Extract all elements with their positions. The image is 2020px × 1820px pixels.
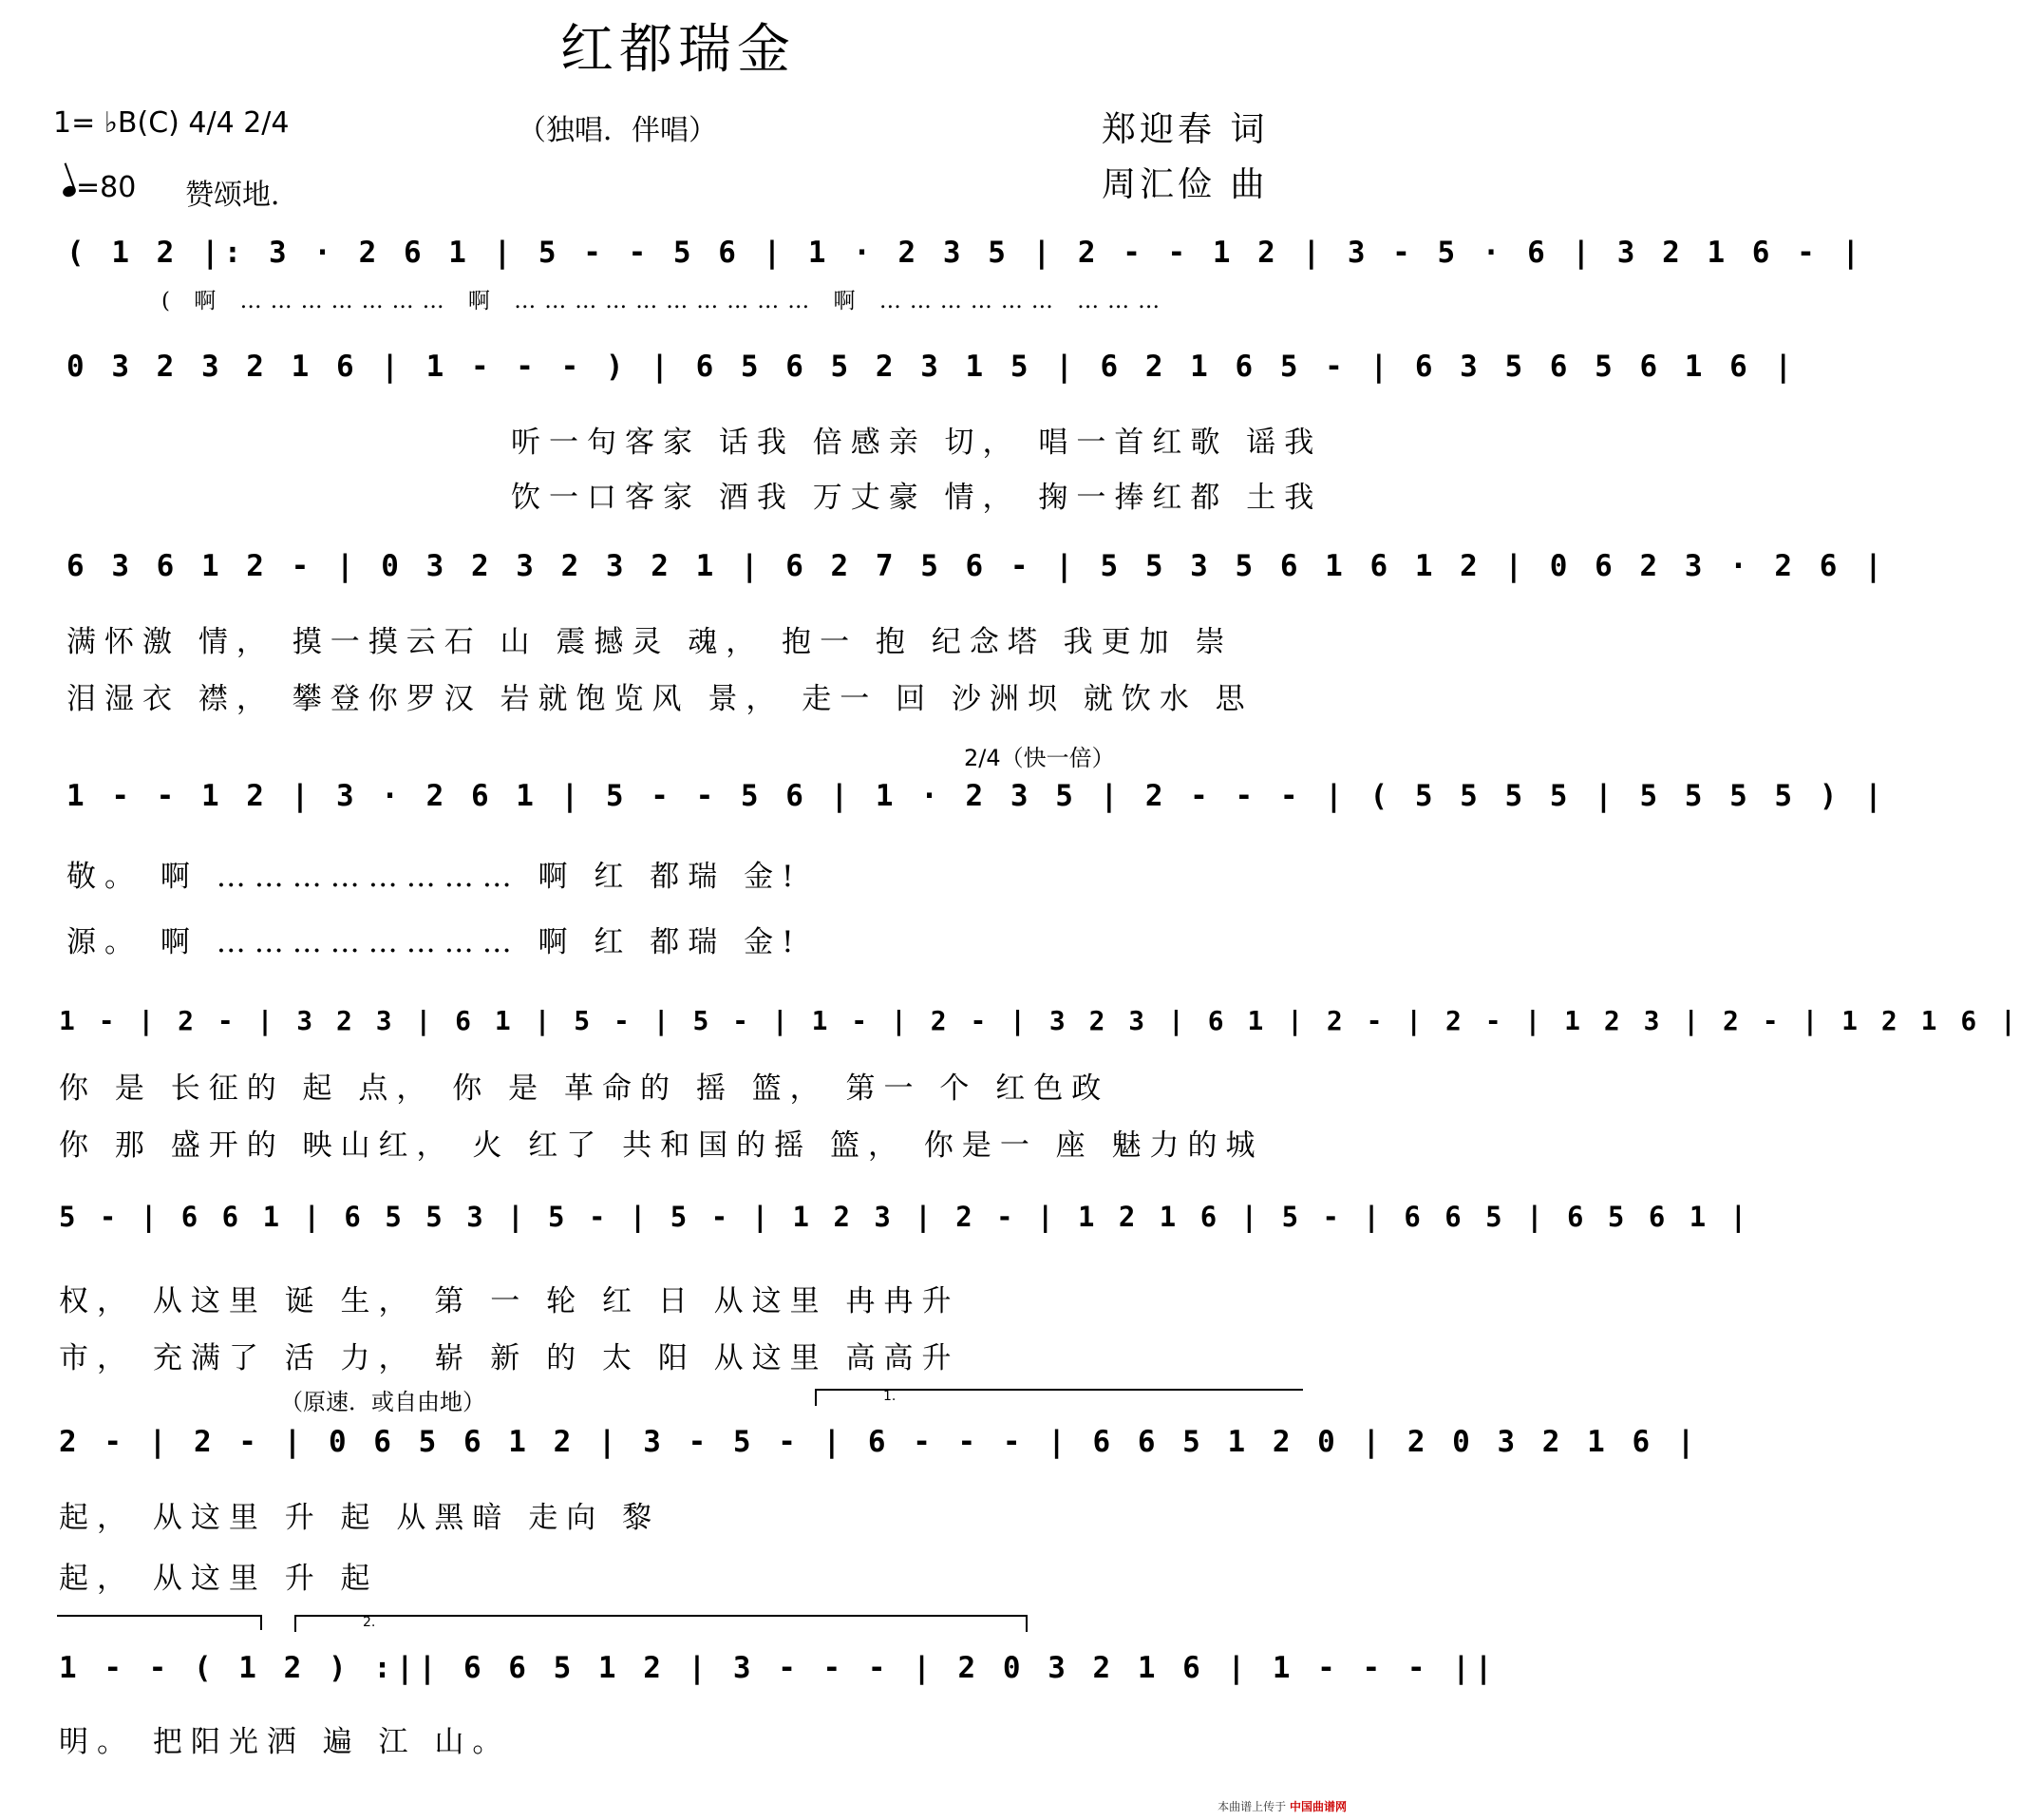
score-line-7-notes: 2 - | 2 - | 0 6 5 6 1 2 | 3 - 5 - | 6 - - - | 6 6 5 1 2 0 | 2 0 3 2 1 6 | — [59, 1425, 1700, 1459]
score-line-4-notes: 1 - - 1 2 | 3 · 2 6 1 | 5 - - 5 6 | 1 · 2 3 5 | 2 - - - | ( 5 5 5 5 | 5 5 5 5 ) | — [66, 779, 1887, 813]
score-line-7-mark: （原速．或自由地） — [280, 1389, 485, 1415]
score-line-3-notes: 6 3 6 1 2 - | 0 3 2 3 2 3 2 1 | 6 2 7 5 6 - | 5 5 3 5 6 1 6 1 2 | 0 6 2 3 · 2 6 | — [66, 549, 1887, 583]
first-ending-bracket — [815, 1389, 1303, 1406]
score-line-1-notes: ( 1 2 |: 3 · 2 6 1 | 5 - - 5 6 | 1 · 2 3 5 | 2 - - 1 2 | 3 - 5 · 6 | 3 2 1 6 - | — [66, 236, 1865, 270]
score-line-7-lyrics-2: 起， 从这里 升 起 — [59, 1562, 379, 1596]
score-line-5-lyrics-2: 你 那 盛开的 映山红， 火 红了 共和国的摇 篮， 你是一 座 魅力的城 — [59, 1128, 1264, 1163]
score-line-2-lyrics-2: 饮一口客家 酒我 万丈豪 情， 掬一捧红都 土我 — [511, 481, 1323, 515]
score-line-4-lyrics-2: 源。 啊 …………………… 啊 红 都瑞 金! — [66, 925, 802, 959]
first-ending-label: 1. — [883, 1389, 897, 1404]
second-ending-bracket — [294, 1615, 1028, 1632]
key-signature: 1= ♭B(C) 4/4 2/4 — [53, 106, 290, 140]
score-line-3-lyrics-2: 泪湿衣 襟， 攀登你罗汉 岩就饱览风 景， 走一 回 沙洲坝 就饮水 思 — [66, 682, 1254, 716]
footer-credit — [1218, 1798, 1347, 1814]
score-line-6-lyrics-1: 权， 从这里 诞 生， 第 一 轮 红 日 从这里 冉冉升 — [59, 1284, 960, 1318]
score-line-6-notes: 5 - | 6 6 1 | 6 5 5 3 | 5 - | 5 - | 1 2 3 | 2 - | 1 2 1 6 | 5 - | 6 6 5 | 6 5 6 1 | — [59, 1201, 1751, 1233]
score-line-2-lyrics-1: 听一句客家 话我 倍感亲 切， 唱一首红歌 谣我 — [511, 426, 1323, 460]
quarter-note-icon — [62, 184, 78, 199]
footer-upload-text: 本曲谱上传于 — [1218, 1800, 1287, 1813]
tempo-value: =80 — [76, 171, 137, 204]
second-ending-label: 2. — [363, 1615, 376, 1630]
expression-mark: 赞颂地． — [185, 179, 299, 212]
score-line-8-notes: 1 - - ( 1 2 ) :|| 6 6 5 1 2 | 3 - - - | 2 0 3 2 1 6 | 1 - - - || — [59, 1651, 1498, 1685]
score-line-4-lyrics-1: 敬。 啊 …………………… 啊 红 都瑞 金! — [66, 860, 802, 894]
site-logo-text: 中国曲谱网 — [1289, 1800, 1347, 1813]
score-line-5-lyrics-1: 你 是 长征的 起 点， 你 是 革命的 摇 篮， 第一 个 红色政 — [59, 1071, 1110, 1106]
score-line-7-lyrics-1: 起， 从这里 升 起 从黑暗 走向 黎 — [59, 1501, 661, 1535]
page-title: 红都瑞金 — [560, 19, 796, 81]
composer-credit: 周汇俭 曲 — [1102, 165, 1269, 204]
first-ending-continuation — [57, 1615, 262, 1630]
score-line-1-lyrics-1: ( 啊 ………………… 啊 ………………………… 啊 ……………… ……… — [161, 289, 1169, 313]
lyricist-credit: 郑迎春 词 — [1102, 110, 1269, 149]
tempo-marking — [63, 171, 136, 204]
score-line-5-notes: 1 - | 2 - | 3 2 3 | 6 1 | 5 - | 5 - | 1 - | 2 - | 3 2 3 | 6 1 | 2 - | 2 - | 1 2 3 | 2 - | 1 2 1 6 | — [59, 1005, 2020, 1036]
performance-note: （独唱．伴唱） — [518, 114, 717, 147]
score-line-2-notes: 0 3 2 3 2 1 6 | 1 - - - ) | 6 5 6 5 2 3 1 5 | 6 2 1 6 5 - | 6 3 5 6 5 6 1 6 | — [66, 350, 1798, 384]
score-line-6-lyrics-2: 市， 充满了 活 力， 崭 新 的 太 阳 从这里 高高升 — [59, 1341, 960, 1375]
score-line-4-mark: 2/4（快一倍） — [964, 745, 1115, 771]
score-line-3-lyrics-1: 满怀激 情， 摸一摸云石 山 震撼灵 魂， 抱一 抱 纪念塔 我更加 崇 — [66, 625, 1234, 659]
score-line-8-lyrics-1: 明。 把阳光洒 遍 江 山。 — [59, 1725, 511, 1759]
